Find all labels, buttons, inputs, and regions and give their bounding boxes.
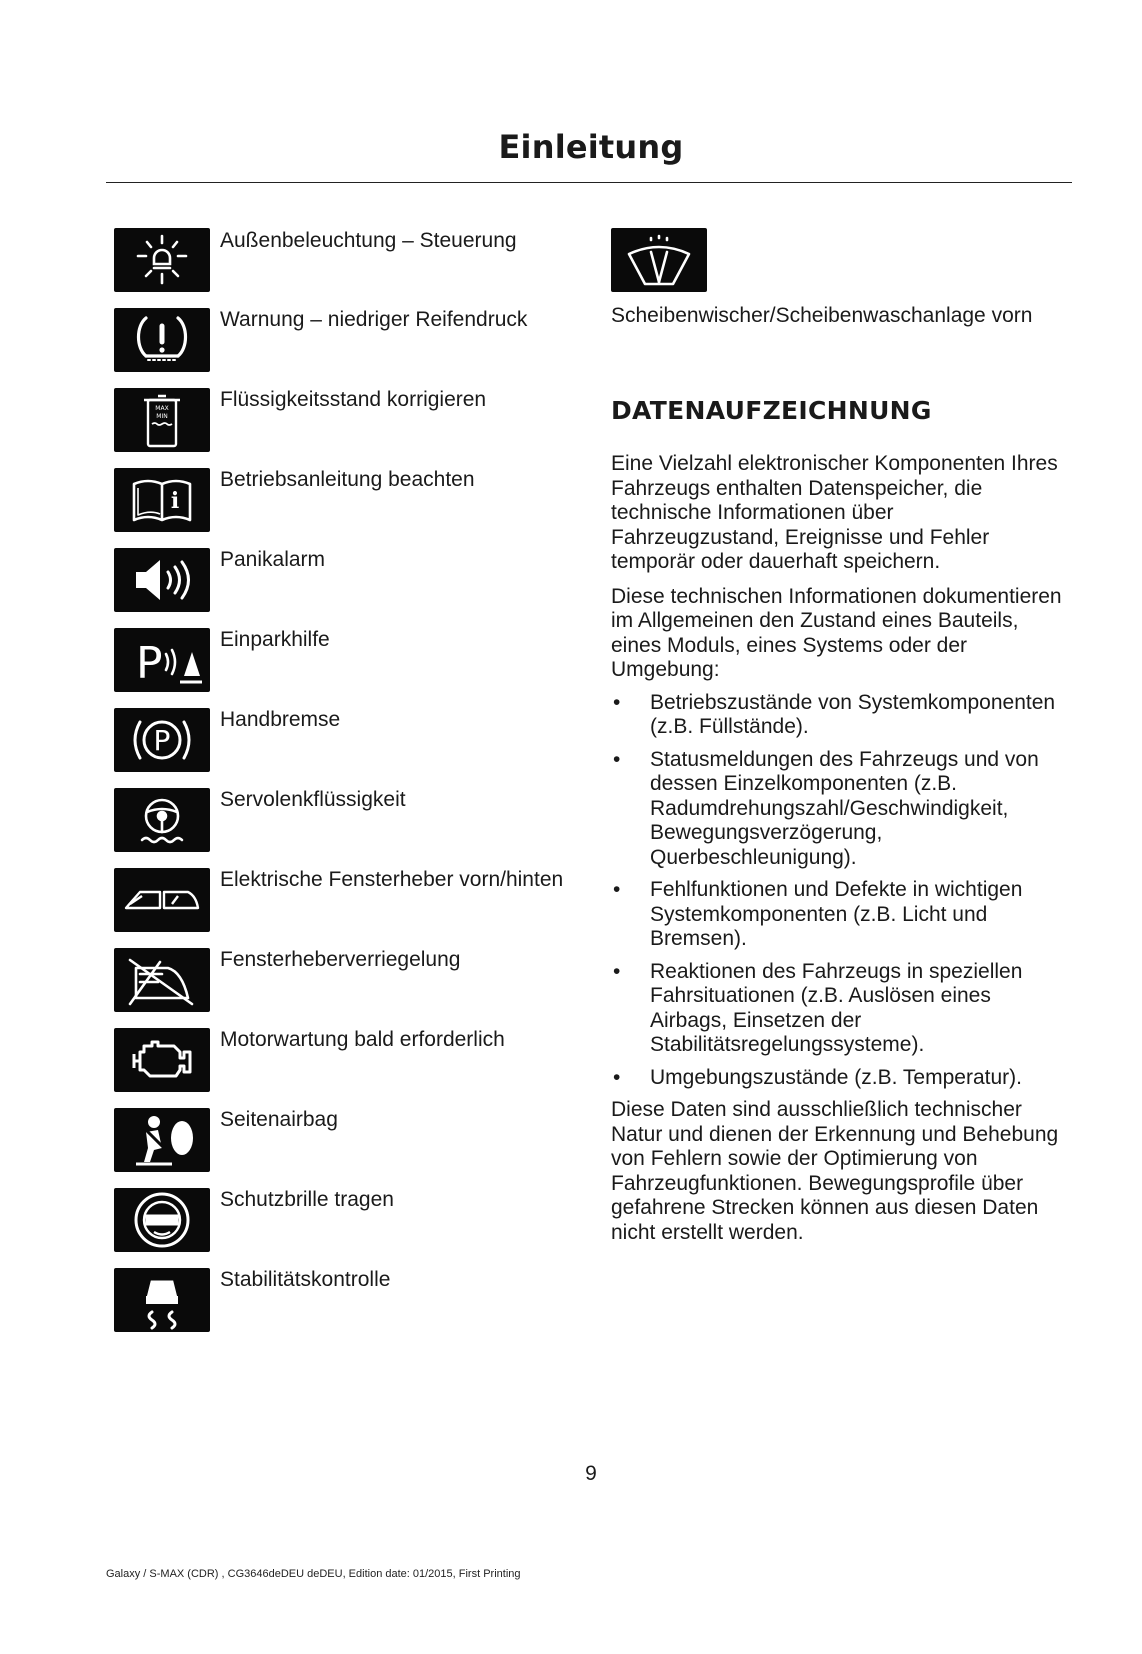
section-heading: DATENAUFZEICHNUNG <box>611 396 932 425</box>
panic-alarm-icon <box>114 548 210 612</box>
owner-manual-icon <box>114 468 210 532</box>
bullet-marker: • <box>613 690 621 714</box>
page-number: 9 <box>585 1462 597 1485</box>
title-divider <box>106 182 1072 183</box>
symbol-label: Schutzbrille tragen <box>220 1188 394 1211</box>
list-item <box>611 1066 1067 1091</box>
symbol-label: Elektrische Fensterheber vorn/hinten <box>220 868 564 891</box>
symbol-label: Seitenairbag <box>220 1108 338 1131</box>
fluid-level-icon <box>114 388 210 452</box>
symbol-label: Flüssigkeitsstand korrigieren <box>220 388 487 411</box>
tire-pressure-warning-icon <box>114 308 210 372</box>
footer-text: Galaxy / S-MAX (CDR) , CG3646deDEU deDEU, Edition date: 01/2015, First Printing <box>106 1568 521 1580</box>
power-windows-icon <box>114 868 210 932</box>
list-item-text: Fehlfunktionen und Defekte in wichtigen Systemkomponenten (z.B. Licht und Bremsen). <box>650 878 1023 950</box>
list-item-text: Statusmeldungen des Fahrzeugs und von dessen Einzelkomponenten (z.B. Radumdrehungszahl/Geschwindigkeit, Bewegungsverzögerung, Querbeschleunigung). <box>650 747 1039 869</box>
power-steering-fluid-icon <box>114 788 210 852</box>
parking-brake-icon <box>114 708 210 772</box>
symbol-label: Betriebsanleitung beachten <box>220 468 475 491</box>
symbol-label: Fensterheberverriegelung <box>220 948 461 971</box>
wiper-label: Scheibenwischer/Scheibenwaschanlage vorn <box>611 304 1033 327</box>
paragraph: Eine Vielzahl elektronischer Komponenten Ihres Fahrzeugs enthalten Datenspeicher, die technische Informationen über Fahrzeugzustand, Ereignisse und Fehler temporär oder dauerhaft speichern. <box>611 452 1058 573</box>
section-body <box>611 452 1067 1245</box>
side-airbag-icon <box>114 1108 210 1172</box>
parking-aid-icon <box>114 628 210 692</box>
bullet-marker: • <box>613 959 621 983</box>
brake-p-text: P <box>153 724 171 757</box>
list-item-text: Umgebungszustände (z.B. Temperatur). <box>650 1065 1022 1089</box>
fluid-max-text: MAX <box>155 405 169 412</box>
fluid-min-text: MIN <box>156 413 168 420</box>
list-item <box>611 691 1067 740</box>
paragraph: Diese Daten sind ausschließlich technischer Natur und dienen der Erkennung und Behebung von Fehlern sowie der Optimierung von Fahrzeugfunktionen. Bewegungsprofile über gefahrene Strecken können aus diesen Daten nicht erstellt werden. <box>611 1098 1059 1244</box>
info-i-text: i <box>170 488 180 514</box>
page-title: Einleitung <box>498 128 684 166</box>
stability-control-icon <box>114 1268 210 1332</box>
symbol-label: Servolenkflüssigkeit <box>220 788 406 811</box>
windshield-wiper-washer-icon <box>611 228 707 292</box>
bullet-marker: • <box>613 1065 621 1089</box>
list-item <box>611 878 1067 952</box>
symbol-label: Außenbeleuchtung – Steuerung <box>220 229 517 252</box>
symbol-label: Warnung – niedriger Reifendruck <box>220 308 528 331</box>
list-item <box>611 960 1067 1058</box>
bullet-marker: • <box>613 878 621 901</box>
list-item-text: Betriebszustände von Systemkomponenten (z.B. Füllstände). <box>650 690 1056 738</box>
symbol-label: Panikalarm <box>220 548 326 571</box>
symbol-label: Stabilitätskontrolle <box>220 1268 391 1291</box>
bullet-marker: • <box>613 747 621 771</box>
symbol-label: Handbremse <box>220 708 341 731</box>
symbol-label: Einparkhilfe <box>220 628 330 651</box>
symbol-label: Motorwartung bald erforderlich <box>220 1028 505 1051</box>
window-lock-icon <box>114 948 210 1012</box>
list-item-text: Reaktionen des Fahrzeugs in speziellen Fahrsituationen (z.B. Auslösen eines Airbags, Einsetzen der Stabilitätsregelungssysteme). <box>650 959 1023 1056</box>
engine-service-icon <box>114 1028 210 1092</box>
safety-goggles-icon <box>114 1188 210 1252</box>
parking-p-text: P <box>136 638 163 689</box>
exterior-lights-icon <box>114 228 210 292</box>
list-item <box>611 748 1067 871</box>
paragraph: Diese technischen Informationen dokumentieren im Allgemeinen den Zustand eines Bauteils, eines Moduls, eines Systems oder der Umgebung: <box>611 584 1062 681</box>
